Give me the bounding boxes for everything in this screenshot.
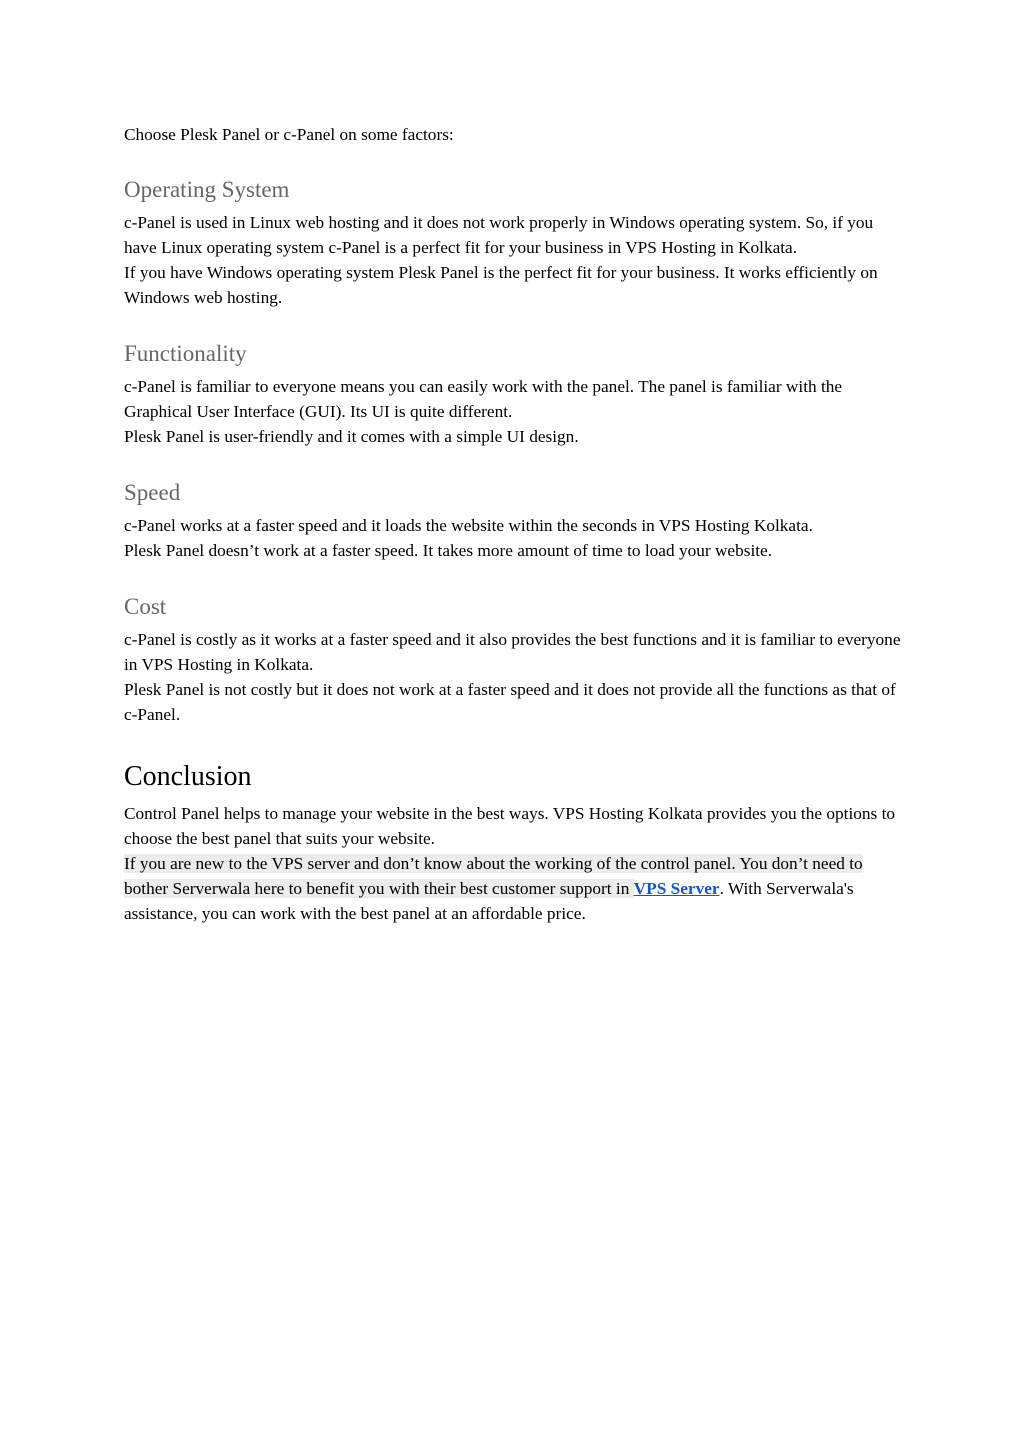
paragraph: Plesk Panel is not costly but it does not work at a faster speed and it does not provide all the functions as that of c-Panel. <box>124 680 896 724</box>
paragraph: If you have Windows operating system Plesk Panel is the perfect fit for your business. It works efficiently on Windows web hosting. <box>124 263 878 307</box>
paragraph: Plesk Panel is user-friendly and it comes with a simple UI design. <box>124 427 579 446</box>
section-conclusion <box>124 760 904 926</box>
section-heading: Speed <box>124 480 181 505</box>
section-operating-system <box>124 176 904 310</box>
section-heading: Cost <box>124 594 167 619</box>
section-speed <box>124 479 904 563</box>
paragraph: Control Panel helps to manage your website in the best ways. VPS Hosting Kolkata provides you the options to choose the best panel that suits your website. <box>124 804 896 848</box>
section-body <box>124 374 904 449</box>
section-heading: Operating System <box>124 177 290 202</box>
paragraph: c-Panel is familiar to everyone means you can easily work with the panel. The panel is familiar with the Graphical User Interface (GUI). Its UI is quite different. <box>124 377 843 421</box>
intro-text: Choose Plesk Panel or c-Panel on some factors: <box>124 125 454 144</box>
paragraph: c-Panel works at a faster speed and it loads the website within the seconds in VPS Hosting Kolkata. <box>124 516 813 535</box>
paragraph: Plesk Panel doesn’t work at a faster speed. It takes more amount of time to load your website. <box>124 541 773 560</box>
paragraph: c-Panel is costly as it works at a faster speed and it also provides the best functions and it is familiar to everyone in VPS Hosting in Kolkata. <box>124 630 901 674</box>
section-body <box>124 627 904 727</box>
section-body <box>124 513 904 563</box>
after-link-text: . With Serverwala's assistance, you can work with the best panel at an affordable price. <box>124 879 854 923</box>
document-page <box>124 122 904 926</box>
section-functionality <box>124 340 904 449</box>
section-heading: Functionality <box>124 341 247 366</box>
vps-server-link[interactable]: VPS Server <box>633 879 720 898</box>
section-cost <box>124 593 904 727</box>
section-body <box>124 210 904 310</box>
paragraph-with-link <box>124 851 904 926</box>
paragraph: c-Panel is used in Linux web hosting and it does not work properly in Windows operating system. So, if you have Linux operating system c-Panel is a perfect fit for your business in VPS Hosting in Kolkata. <box>124 213 874 257</box>
highlighted-text: If you are new to the VPS server and don’t know about the working of the control panel. You don’t need to bother Serverwala here to benefit you with their best customer support in <box>124 854 863 898</box>
conclusion-heading: Conclusion <box>124 761 252 792</box>
conclusion-body <box>124 801 904 926</box>
